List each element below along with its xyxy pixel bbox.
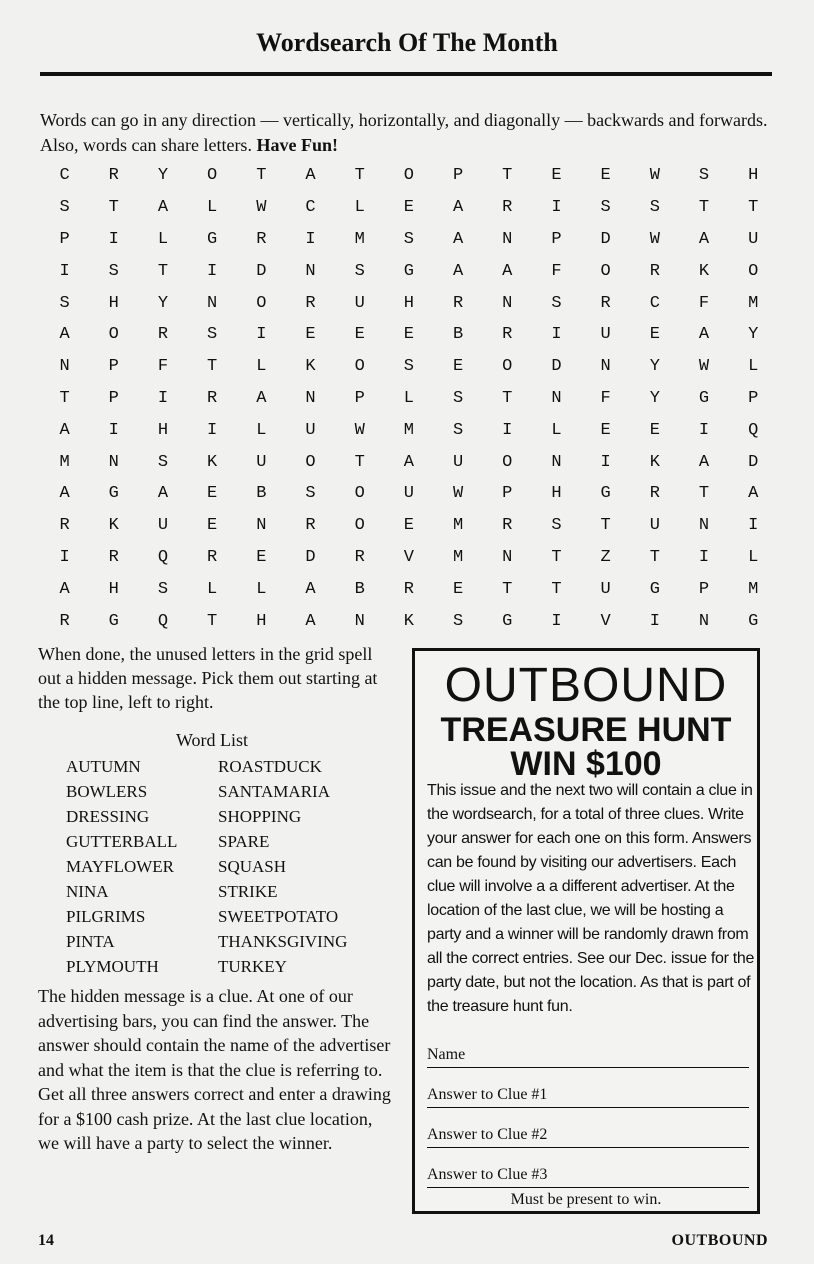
grid-letter: T [207, 611, 218, 631]
grid-letter: H [748, 166, 759, 186]
grid-letter: E [452, 357, 464, 377]
grid-letter: G [600, 484, 611, 504]
grid-letter: S [59, 293, 70, 313]
grid-letter: P [108, 388, 119, 408]
grid-letter: U [157, 516, 169, 536]
grid-letter: A [452, 198, 464, 218]
grid-letter: R [108, 166, 119, 186]
grid-letter: S [108, 261, 119, 281]
word-list-item: PINTA [66, 932, 115, 951]
grid-letter: E [600, 166, 611, 186]
grid-letter: H [551, 484, 562, 504]
grid-letter: I [207, 420, 218, 440]
grid-letter: O [354, 484, 365, 504]
grid-letter: U [600, 579, 611, 599]
grid-letter: H [108, 293, 119, 313]
grid-letter: N [551, 388, 562, 408]
grid-letter: A [59, 484, 70, 504]
grid-letter: P [698, 579, 710, 599]
grid-letter: A [59, 579, 70, 599]
grid-letter: G [698, 388, 710, 408]
grid-letter: S [354, 261, 365, 281]
grid-letter: R [207, 547, 218, 567]
grid-letter: O [354, 357, 365, 377]
grid-letter: V [403, 547, 414, 567]
grid-letter: M [748, 293, 759, 313]
grid-row [40, 383, 778, 415]
grid-letter: L [256, 579, 267, 599]
grid-letter: W [698, 357, 710, 377]
grid-row [40, 605, 778, 637]
page-number: 14 [38, 1232, 54, 1249]
grid-letter: U [748, 229, 759, 249]
grid-letter: P [354, 388, 365, 408]
grid-letter: E [403, 325, 414, 345]
clue-1-answer-field[interactable]: Answer to Clue #1 [427, 1083, 749, 1108]
grid-letter: O [256, 293, 267, 313]
grid-letter: N [600, 357, 611, 377]
grid-letter: I [59, 547, 70, 567]
page-title: Wordsearch Of The Month [256, 28, 558, 57]
grid-letter: T [207, 357, 218, 377]
grid-letter: T [502, 388, 513, 408]
grid-letter: R [600, 293, 611, 313]
grid-letter: A [305, 579, 316, 599]
grid-letter: E [354, 325, 365, 345]
grid-letter: A [157, 484, 169, 504]
word-list-item: ROASTDUCK [218, 757, 322, 776]
grid-letter: S [649, 198, 660, 218]
must-be-present-note: Must be present to win. [510, 1191, 662, 1208]
grid-letter: A [698, 325, 710, 345]
grid-letter: O [600, 261, 611, 281]
grid-letter: U [256, 452, 267, 472]
word-list-item: NINA [66, 882, 109, 901]
grid-letter: C [649, 293, 660, 313]
grid-letter: N [256, 516, 267, 536]
grid-letter: Q [157, 611, 169, 631]
grid-letter: N [502, 547, 513, 567]
grid-letter: R [649, 484, 660, 504]
grid-letter: G [207, 229, 218, 249]
grid-letter: D [600, 229, 611, 249]
grid-letter: O [354, 516, 365, 536]
grid-row [40, 319, 778, 351]
grid-letter: T [59, 388, 70, 408]
grid-letter: O [403, 166, 414, 186]
grid-letter: N [502, 293, 513, 313]
grid-letter: R [452, 293, 464, 313]
grid-letter: E [305, 325, 316, 345]
grid-letter: R [502, 516, 513, 536]
clue-explanation: The hidden message is a clue. At one of our advertising bars, you can find the answer. The answer should contain the name of the advertiser and what the item is that the clue is referring to. Get all three answers correct and enter a drawing for a $100 cash prize. At the last clue location, we will have a party to select the winner. [38, 986, 391, 1153]
grid-letter: Y [649, 357, 660, 377]
grid-letter: N [502, 229, 513, 249]
grid-letter: G [649, 579, 660, 599]
hidden-message-instructions: When done, the unused letters in the grid spell out a hidden message. Pick them out starting at the top line, left to right. [38, 644, 378, 712]
grid-letter: I [600, 452, 611, 472]
word-list-item: SQUASH [218, 857, 287, 876]
word-list-item: SPARE [218, 832, 270, 851]
grid-letter: W [452, 484, 464, 504]
grid-letter: I [207, 261, 218, 281]
grid-letter: Q [157, 547, 169, 567]
grid-letter: G [403, 261, 414, 281]
name-field[interactable]: Name [427, 1043, 749, 1068]
grid-letter: S [305, 484, 316, 504]
grid-letter: K [108, 516, 119, 536]
word-list-item: PLYMOUTH [66, 957, 159, 976]
word-list-item: SHOPPING [218, 807, 302, 826]
grid-row [40, 542, 778, 574]
grid-letter: R [649, 261, 660, 281]
grid-letter: R [59, 516, 70, 536]
word-list-item: SANTAMARIA [218, 782, 330, 801]
word-list-item: DRESSING [66, 807, 150, 826]
grid-letter: T [502, 166, 513, 186]
grid-letter: S [403, 229, 414, 249]
grid-letter: U [354, 293, 365, 313]
grid-letter: F [551, 261, 562, 281]
grid-letter: P [502, 484, 513, 504]
grid-letter: Y [157, 293, 169, 313]
grid-letter: A [59, 420, 70, 440]
grid-row [40, 255, 778, 287]
intro-text: Words can go in any direction — vertically, horizontally, and diagonally — backwards and forwards. Also, words can share letters. [40, 110, 768, 155]
grid-row [40, 510, 778, 542]
grid-letter: Z [600, 547, 611, 567]
grid-row [40, 414, 778, 446]
grid-letter: T [354, 452, 365, 472]
grid-letter: E [649, 420, 660, 440]
grid-letter: I [551, 611, 562, 631]
grid-letter: I [305, 229, 316, 249]
grid-letter: L [403, 388, 414, 408]
grid-letter: G [108, 484, 119, 504]
grid-letter: S [452, 388, 464, 408]
grid-letter: M [59, 452, 70, 472]
grid-letter: P [59, 229, 70, 249]
grid-letter: I [551, 325, 562, 345]
word-list-item: AUTUMN [66, 757, 141, 776]
title-rule [40, 72, 772, 76]
publication-name: OUTBOUND [671, 1232, 768, 1249]
grid-letter: E [649, 325, 660, 345]
grid-letter: B [452, 325, 464, 345]
grid-letter: A [305, 611, 316, 631]
grid-letter: N [305, 261, 316, 281]
grid-letter: E [403, 198, 414, 218]
grid-letter: F [600, 388, 611, 408]
grid-letter: A [698, 452, 710, 472]
grid-letter: E [207, 484, 218, 504]
word-list-item: BOWLERS [66, 782, 148, 801]
grid-letter: T [256, 166, 267, 186]
grid-letter: R [305, 293, 316, 313]
grid-letter: H [157, 420, 169, 440]
grid-letter: I [551, 198, 562, 218]
grid-letter: K [698, 261, 710, 281]
grid-row [40, 160, 778, 192]
treasure-hunt-prize: WIN $100 [510, 745, 662, 783]
grid-letter: G [108, 611, 119, 631]
grid-letter: T [698, 484, 710, 504]
grid-letter: R [207, 388, 218, 408]
grid-letter: O [502, 452, 513, 472]
grid-letter: A [256, 388, 267, 408]
word-list-item: STRIKE [218, 882, 278, 901]
grid-letter: H [256, 611, 267, 631]
grid-letter: O [108, 325, 119, 345]
word-list-item: MAYFLOWER [66, 857, 174, 876]
grid-letter: R [59, 611, 70, 631]
grid-letter: M [452, 547, 464, 567]
grid-letter: T [502, 579, 513, 599]
grid-letter: U [452, 452, 464, 472]
grid-letter: Y [748, 325, 759, 345]
grid-letter: L [256, 357, 267, 377]
grid-letter: S [207, 325, 218, 345]
grid-letter: H [108, 579, 119, 599]
grid-letter: I [649, 611, 660, 631]
grid-letter: A [748, 484, 759, 504]
grid-letter: S [59, 198, 70, 218]
grid-letter: Y [649, 388, 660, 408]
grid-letter: L [551, 420, 562, 440]
grid-letter: E [452, 579, 464, 599]
grid-letter: H [403, 293, 414, 313]
grid-letter: I [502, 420, 513, 440]
treasure-hunt-title: TREASURE HUNT [440, 711, 732, 749]
grid-letter: N [551, 452, 562, 472]
grid-letter: Y [157, 166, 169, 186]
grid-letter: L [256, 420, 267, 440]
grid-letter: O [305, 452, 316, 472]
grid-letter: N [354, 611, 365, 631]
grid-letter: C [305, 198, 316, 218]
grid-letter: T [354, 166, 365, 186]
grid-letter: T [649, 547, 660, 567]
word-list-item: TURKEY [218, 957, 287, 976]
grid-letter: N [108, 452, 119, 472]
grid-letter: U [403, 484, 414, 504]
grid-letter: L [354, 198, 365, 218]
grid-letter: T [600, 516, 611, 536]
grid-letter: A [403, 452, 414, 472]
grid-letter: M [748, 579, 759, 599]
grid-letter: L [748, 547, 759, 567]
grid-letter: I [108, 229, 119, 249]
treasure-hunt-brand: OUTBOUND [444, 659, 728, 712]
grid-letter: N [59, 357, 70, 377]
grid-letter: K [305, 357, 316, 377]
grid-letter: L [157, 229, 169, 249]
grid-letter: D [748, 452, 759, 472]
grid-row [40, 351, 778, 383]
grid-row [40, 224, 778, 256]
grid-letter: P [108, 357, 119, 377]
word-list-column-2 [218, 754, 347, 979]
grid-letter: I [698, 420, 710, 440]
grid-letter: S [698, 166, 710, 186]
grid-letter: W [354, 420, 365, 440]
grid-letter: R [108, 547, 119, 567]
grid-letter: W [649, 166, 660, 186]
grid-letter: N [698, 516, 710, 536]
grid-letter: D [551, 357, 562, 377]
grid-letter: R [256, 229, 267, 249]
word-list-heading: Word List [176, 730, 249, 750]
grid-letter: U [649, 516, 660, 536]
grid-letter: P [748, 388, 759, 408]
grid-letter: L [207, 579, 218, 599]
grid-letter: A [452, 261, 464, 281]
grid-letter: L [207, 198, 218, 218]
grid-letter: A [59, 325, 70, 345]
treasure-hunt-body: This issue and the next two will contain a clue in the wordsearch, for a total of three clues. Write your answer for each one on this form. Answers can be found by visiting our advertisers. Each clue will involve a a different advertiser. At the location of the last clue, we will be hosting a party and a winner will be randomly drawn from all the correct entries. See our Dec. issue for the party date, but not the location. As that is part of the treasure hunt fun. [427, 782, 755, 1015]
grid-letter: G [502, 611, 513, 631]
grid-letter: K [207, 452, 218, 472]
grid-letter: O [207, 166, 218, 186]
grid-letter: S [551, 516, 562, 536]
grid-letter: F [157, 357, 169, 377]
grid-letter: T [157, 261, 169, 281]
grid-letter: E [403, 516, 414, 536]
grid-letter: N [207, 293, 218, 313]
grid-letter: R [157, 325, 169, 345]
grid-letter: T [748, 198, 759, 218]
letter-grid [40, 160, 778, 637]
word-list-item: THANKSGIVING [218, 932, 348, 951]
grid-letter: S [452, 611, 464, 631]
grid-letter: E [600, 420, 611, 440]
grid-letter: S [452, 420, 464, 440]
grid-letter: K [649, 452, 660, 472]
grid-letter: A [157, 198, 169, 218]
intro-emphasis: Have Fun! [256, 135, 338, 155]
grid-letter: R [305, 516, 316, 536]
grid-letter: D [256, 261, 267, 281]
grid-letter: F [698, 293, 710, 313]
word-list-item: PILGRIMS [66, 907, 146, 926]
grid-letter: A [452, 229, 464, 249]
grid-letter: W [256, 198, 267, 218]
grid-letter: I [256, 325, 267, 345]
word-list-item: GUTTERBALL [66, 832, 178, 851]
grid-letter: U [305, 420, 316, 440]
grid-letter: M [452, 516, 464, 536]
intro-paragraph [40, 108, 775, 158]
grid-letter: A [698, 229, 710, 249]
word-list-column-1 [66, 754, 177, 979]
grid-letter: S [403, 357, 414, 377]
clue-2-answer-field[interactable]: Answer to Clue #2 [427, 1123, 749, 1148]
grid-row [40, 573, 778, 605]
grid-letter: N [305, 388, 316, 408]
grid-row [40, 287, 778, 319]
grid-letter: L [748, 357, 759, 377]
grid-letter: D [305, 547, 316, 567]
grid-row [40, 478, 778, 510]
grid-letter: E [551, 166, 562, 186]
grid-letter: S [157, 579, 169, 599]
grid-letter: E [256, 547, 267, 567]
clue-3-answer-field[interactable]: Answer to Clue #3 [427, 1163, 749, 1188]
word-list-item: SWEETPOTATO [218, 907, 339, 926]
grid-letter: I [108, 420, 119, 440]
grid-letter: O [502, 357, 513, 377]
grid-letter: M [354, 229, 365, 249]
grid-letter: I [157, 388, 169, 408]
grid-letter: R [403, 579, 414, 599]
grid-letter: U [600, 325, 611, 345]
grid-letter: N [698, 611, 710, 631]
grid-letter: I [59, 261, 70, 281]
grid-letter: T [551, 547, 562, 567]
grid-letter: Q [748, 420, 759, 440]
grid-letter: R [354, 547, 365, 567]
grid-letter: W [649, 229, 660, 249]
grid-letter: M [403, 420, 414, 440]
grid-letter: R [502, 325, 513, 345]
grid-letter: I [698, 547, 710, 567]
grid-row [40, 192, 778, 224]
grid-letter: A [502, 261, 513, 281]
grid-letter: O [748, 261, 759, 281]
grid-letter: T [698, 198, 710, 218]
grid-letter: P [452, 166, 464, 186]
grid-letter: I [748, 516, 759, 536]
grid-letter: T [551, 579, 562, 599]
grid-letter: G [748, 611, 759, 631]
grid-letter: E [207, 516, 218, 536]
grid-letter: C [59, 166, 70, 186]
grid-letter: R [502, 198, 513, 218]
grid-letter: T [108, 198, 119, 218]
treasure-hunt-box [412, 648, 760, 1214]
grid-letter: B [256, 484, 267, 504]
grid-row [40, 446, 778, 478]
grid-letter: S [600, 198, 611, 218]
grid-letter: P [551, 229, 562, 249]
grid-letter: S [551, 293, 562, 313]
grid-letter: B [354, 579, 365, 599]
grid-letter: K [403, 611, 414, 631]
grid-letter: A [305, 166, 316, 186]
grid-letter: V [600, 611, 611, 631]
grid-letter: S [157, 452, 169, 472]
